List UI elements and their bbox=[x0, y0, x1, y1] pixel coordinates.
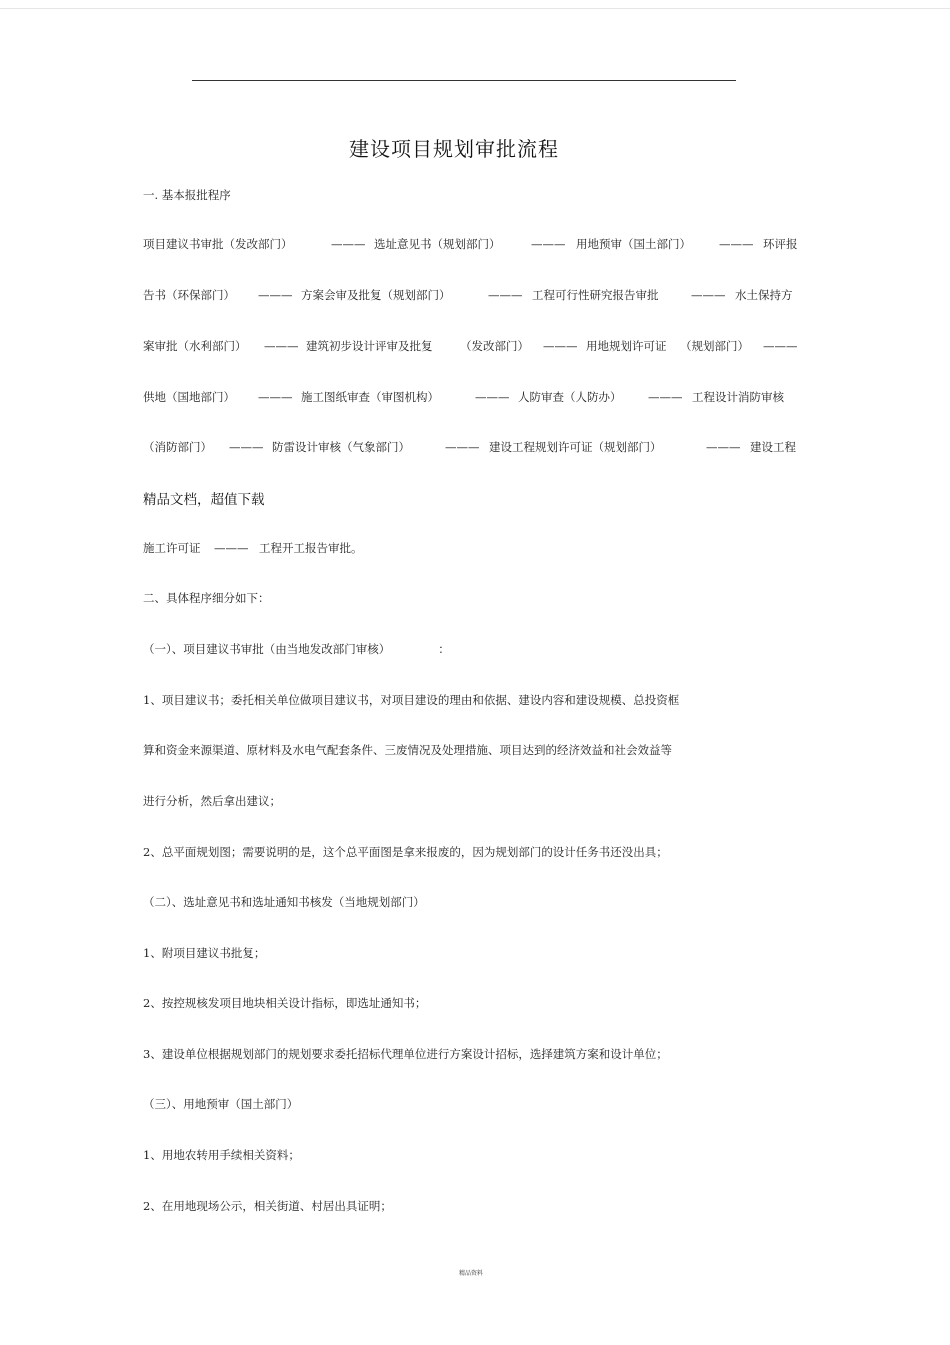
sub1-item-1-line-2: 算和资金来源渠道、原材料及水电气配套条件、三废情况及处理措施、项目达到的经济效益和社会效益等 bbox=[143, 743, 672, 757]
subsection-1-heading bbox=[143, 641, 450, 657]
subsection-1-heading-colon: ： bbox=[438, 642, 450, 656]
sub2-item-2: 2、按控规核发项目地块相关设计指标，即选址通知书； bbox=[143, 996, 427, 1010]
sub1-item-2: 2、总平面规划图；需要说明的是，这个总平面图是拿来报废的，因为规划部门的设计任务书还没出具； bbox=[143, 845, 668, 859]
sub2-item-3: 3、建设单位根据规划部门的规划要求委托招标代理单位进行方案设计招标，选择建筑方案和设计单位； bbox=[143, 1047, 668, 1061]
flow-arrow: ——— bbox=[763, 339, 798, 353]
page-footer: 精品资料 bbox=[458, 1270, 483, 1277]
flow-step: （消防部门） bbox=[143, 440, 212, 454]
flow-step: 水土保持方 bbox=[735, 288, 793, 302]
flow-step: 人防审查（人防办） bbox=[518, 390, 622, 404]
flow-step: （发改部门） bbox=[460, 339, 529, 353]
flow-step: 用地规划许可证 bbox=[586, 339, 667, 353]
flow-step: 工程设计消防审核 bbox=[692, 390, 784, 404]
flow-step: 告书（环保部门） bbox=[143, 288, 235, 302]
flow-arrow: ——— bbox=[258, 288, 293, 302]
flow-arrow: ——— bbox=[706, 440, 741, 454]
flow-arrow: ——— bbox=[648, 390, 683, 404]
section-1-heading: 一. 基本报批程序 bbox=[143, 188, 231, 202]
header-rule bbox=[192, 80, 736, 81]
flow-step: 选址意见书（规划部门） bbox=[374, 237, 501, 251]
flow-step: 施工许可证 bbox=[143, 541, 201, 555]
flow-step: 工程开工报告审批。 bbox=[259, 541, 363, 555]
flow-step: 环评报 bbox=[763, 237, 798, 251]
subsection-3-heading: （三）、用地预审（国土部门） bbox=[143, 1097, 299, 1111]
flow-arrow: ——— bbox=[531, 237, 566, 251]
flow-arrow: ——— bbox=[264, 339, 299, 353]
flow-arrow: ——— bbox=[691, 288, 726, 302]
flow-step: 用地预审（国土部门） bbox=[576, 237, 691, 251]
flow-step: 建筑初步设计评审及批复 bbox=[306, 339, 433, 353]
flow-arrow: ——— bbox=[543, 339, 578, 353]
flow-step: 防雷设计审核（气象部门） bbox=[272, 440, 410, 454]
flow-step: 案审批（水利部门） bbox=[143, 339, 247, 353]
subsection-2-heading: （二）、选址意见书和选址通知书核发（当地规划部门） bbox=[143, 895, 425, 909]
sub2-item-1: 1、附项目建议书批复； bbox=[143, 946, 266, 960]
flow-arrow: ——— bbox=[475, 390, 510, 404]
flow-step: （规划部门） bbox=[680, 339, 749, 353]
document-title: 建设项目规划审批流程 bbox=[349, 137, 559, 161]
flow-step: 建设工程 bbox=[750, 440, 796, 454]
sub1-item-1-line-3: 进行分析，然后拿出建议； bbox=[143, 794, 281, 808]
sub1-item-1-line-1: 1、项目建议书；委托相关单位做项目建议书，对项目建设的理由和依据、建设内容和建设规模、总投资框 bbox=[143, 693, 680, 707]
flow-arrow: ——— bbox=[229, 440, 264, 454]
flow-step: 方案会审及批复（规划部门） bbox=[301, 288, 451, 302]
flow-arrow: ——— bbox=[445, 440, 480, 454]
sub3-item-2: 2、在用地现场公示，相关街道、村居出具证明； bbox=[143, 1199, 392, 1213]
flow-arrow: ——— bbox=[258, 390, 293, 404]
subsection-1-heading-text: （一）、项目建议书审批（由当地发改部门审核） bbox=[143, 642, 391, 656]
flow-step: 施工图纸审查（审图机构） bbox=[301, 390, 439, 404]
flow-step: 项目建议书审批（发改部门） bbox=[143, 237, 293, 251]
flow-step: 供地（国地部门） bbox=[143, 390, 235, 404]
flow-arrow: ——— bbox=[719, 237, 754, 251]
sub3-item-1: 1、用地农转用手续相关资料； bbox=[143, 1148, 300, 1162]
flow-step: 建设工程规划许可证（规划部门） bbox=[489, 440, 662, 454]
flow-step: 工程可行性研究报告审批 bbox=[532, 288, 659, 302]
flow-arrow: ——— bbox=[331, 237, 366, 251]
flow-arrow: ——— bbox=[214, 541, 249, 555]
section-2-heading: 二、具体程序细分如下： bbox=[143, 591, 270, 605]
flow-arrow: ——— bbox=[488, 288, 523, 302]
watermark-banner: 精品文档，超值下载 bbox=[143, 492, 265, 508]
page-top-border bbox=[0, 8, 950, 9]
